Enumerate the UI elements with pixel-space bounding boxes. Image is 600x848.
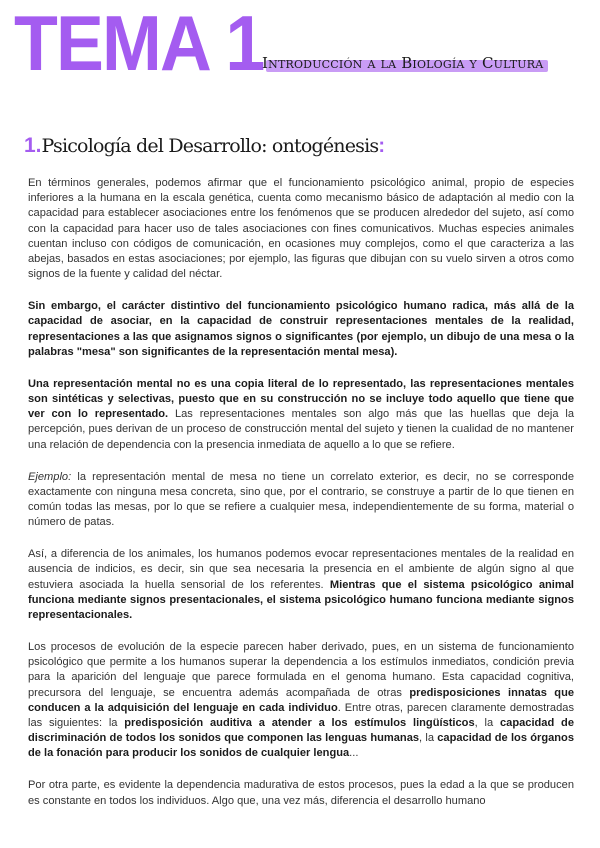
paragraph-5 (28, 547, 574, 623)
paragraph-4-text: la representación mental de mesa no tiene un correlato exterior, es decir, no se corresponde exactamente con ninguna mesa concreta, sino que, por el contrario, se construye a partir de lo que tienen en común todas las mesas, por lo que se refiere a cualquier mesa, independientemente de su forma, material o número de patas. (28, 470, 574, 529)
paragraph-3-text: Las representaciones mentales son algo más que las huellas que deja la percepción, pues derivan de un proceso de construcción mental del sujeto y tienen la cualidad de no mantener una relación de dependencia con la presencia inmediata de aquello a lo que se refiere. (28, 408, 574, 451)
p6-a: Los procesos de evolución de la especie parecen haber derivado, pues, en un sistema de funcionamiento psicológico que permite a los humanos superar la dependencia a los estímulos inmediatos, condición previa para la aparición del lenguaje que parece formulada en el genoma humano. Esta capacidad cognitiva, precursora del lenguaje, se encuentra además acompañada de otras (28, 641, 574, 699)
p6-e: , la (474, 717, 500, 730)
paragraph-3-bold: Una representación mental no es una copia literal de lo representado, las representaciones mentales son sintéticas y selectivas, puesto que en su construcción no se incluye todo aquello que tiene que ver con lo representado. (28, 377, 574, 421)
p6-c: . Entre otras, parecen claramente demostradas las siguientes: la (28, 701, 574, 730)
example-label: Ejemplo: (28, 470, 72, 483)
p6-h: capacidad de los órganos de la fonación para producir los sonidos de cualquier lengua (28, 732, 574, 760)
paragraph-3 (28, 377, 574, 453)
paragraph-2-bold: Sin embargo, el carácter distintivo del funcionamiento psicológico humano radica, más allá de la capacidad de asociar, en la capacidad de construir representaciones mentales de la realidad, representaciones a las que asignamos signos o significantes (por ejemplo, un dibujo de una mesa o la palabras "mesa" son significantes de la representación mental mesa). (28, 300, 574, 358)
paragraph-4 (28, 470, 574, 531)
section-title: Psicología del Desarrollo: ontogénesis (41, 135, 379, 157)
paragraph-6 (28, 640, 574, 762)
paragraph-2 (28, 299, 574, 360)
section-number: 1. (24, 134, 42, 157)
subtitle-highlight (258, 54, 548, 74)
paragraph-7: Por otra parte, es evidente la dependencia madurativa de estos procesos, pues la edad a la que se producen es constante en todos los individuos. Algo que, una vez más, diferencia el desarrollo humano (28, 779, 574, 807)
paragraph-5-text: Así, a diferencia de los animales, los humanos podemos evocar representaciones mentales de la realidad en ausencia de indicios, es decir, sin que sea necesaria la presencia en el ambiente de algún signo al que estuviera asociada la huella sensorial de los referentes. (28, 548, 574, 591)
p6-b: predisposiciones innatas que conducen a la adquisición del lenguaje en cada individuo (28, 686, 575, 714)
document-body (28, 176, 574, 826)
page-title: TEMA 1 (14, 0, 264, 87)
section-colon: : (378, 135, 386, 157)
subtitle: Introducción a la Biología y Cultura (262, 54, 544, 72)
section-heading (24, 134, 385, 158)
paragraph-5-bold: Mientras que el sistema psicológico animal funciona mediante signos presentacionales, el sistema psicológico humano funciona mediante signos representacionales. (28, 578, 574, 622)
p6-d: predisposición auditiva a atender a los estímulos lingüísticos (124, 717, 475, 730)
p6-i: ... (349, 747, 359, 760)
p6-f: capacidad de discriminación de todos los sonidos que componen las lenguas humanas (28, 717, 574, 745)
paragraph-1: En términos generales, podemos afirmar que el funcionamiento psicológico animal, propio de especies inferiores a la humana en la escala genética, cuenta como mecanismo básico de adaptación al medio con la capacidad para establecer asociaciones entre los fenómenos que se producen alrededor del sujeto, así como con la capacidad para hacer uso de tales asociaciones con fines comunicativos. Muchas especies animales cuentan incluso con códigos de comunicación, en ocasiones muy complejos, como el que caracteriza a las abejas, basados en estas asociaciones; por ejemplo, las figuras que dibujan con su vuelo sirven a otros como signos de la fuente y calidad del néctar. (28, 177, 574, 281)
p6-g: , la (419, 732, 438, 745)
